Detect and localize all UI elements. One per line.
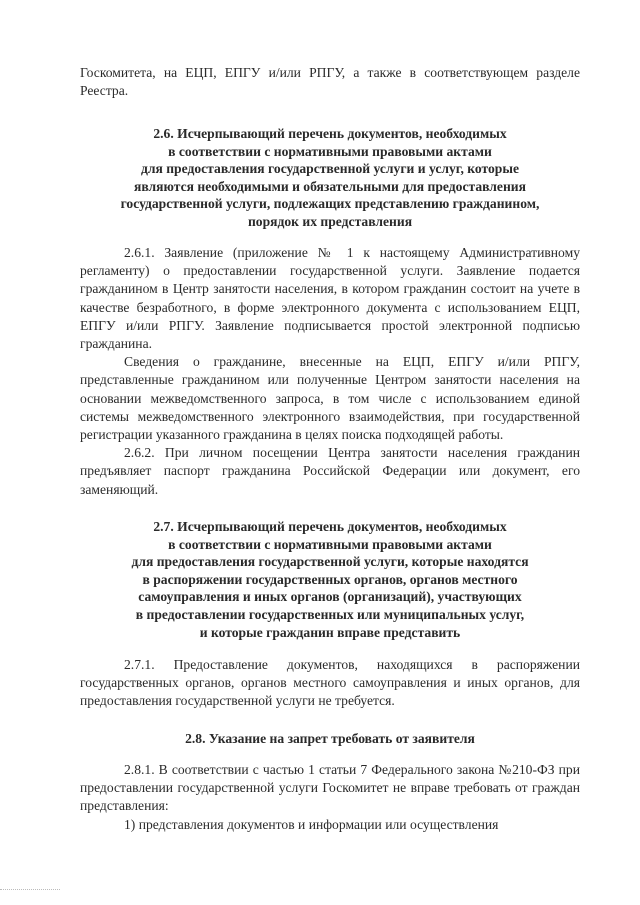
section-2-7-heading [80,518,580,641]
section-2-6-heading [80,125,580,231]
heading-line: и которые гражданин вправе представить [199,624,461,640]
paragraph-2-7-1: 2.7.1. Предоставление документов, находящихся в распоряжении государственных органов, органов местного самоуправления и иных органов, для предоставления государственной услуги не требуется. [80,657,580,709]
section-2-8-body [80,761,580,834]
heading-line: в соответствии с нормативными правовыми актами [168,536,492,552]
paragraph-2-6-1: 2.6.1. Заявление (приложение № 1 к настоящему Административному регламенту) о предоставлении государственной услуги. Заявление подается гражданином в Центр занятости населения, в котором гражданин состоит на учете в качестве безработного, в форме электронного документа с использованием ЕЦП, ЕПГУ и/или РПГУ. Заявление подписывается простой электронной подписью гражданина. [80,245,580,352]
heading-line: для предоставления государственной услуги и услуг, которые [140,161,520,177]
section-2-8-heading [80,730,580,748]
intro-paragraph-block [80,64,580,100]
paragraph-2-8-1: 2.8.1. В соответствии с частью 1 статьи 7 Федерального закона №210-ФЗ при предоставлении государственной услуги Госкомитет не вправе требовать от граждан представления: [80,762,580,814]
paragraph-citizen-info: Сведения о гражданине, внесенные на ЕЦП, ЕПГУ и/или РПГУ, представленные гражданином или полученные Центром занятости населения на основании межведомственного запроса, в том числе с использованием единой системы межведомственного электронного взаимодействия, при государственной регистрации указанного гражданина в целях поиска подходящей работы. [80,354,580,443]
heading-2-8: 2.8. Указание на запрет требовать от заявителя [185,731,475,746]
heading-line: в распоряжении государственных органов, органов местного [142,571,518,587]
heading-line: порядок их представления [247,213,413,229]
heading-line: для предоставления государственной услуги, которые находятся [131,554,529,570]
heading-line: государственной услуги, подлежащих представлению гражданином, [120,196,540,212]
paragraph-item-1: 1) представления документов и информации или осуществления [124,816,499,832]
paragraph-2-6-2: 2.6.2. При личном посещении Центра занятости населения гражданин предъявляет паспорт гражданина Российской Федерации или документ, его заменяющий. [80,445,580,497]
heading-line: являются необходимыми и обязательными для предоставления [134,178,526,194]
heading-line: 2.6. Исчерпывающий перечень документов, необходимых [153,126,507,141]
intro-paragraph: Госкомитета, на ЕЦП, ЕПГУ и/или РПГУ, а также в соответствующем разделе Реестра. [80,65,580,99]
scan-edge-mark [0,889,60,891]
section-2-7-body [80,656,580,711]
heading-line: в предоставлении государственных или муниципальных услуг, [135,606,525,622]
section-2-6-body [80,244,580,499]
heading-line: 2.7. Исчерпывающий перечень документов, необходимых [153,519,507,534]
heading-line: самоуправления и иных органов (организаций), участвующих [138,589,522,605]
heading-line: в соответствии с нормативными правовыми актами [168,143,492,159]
